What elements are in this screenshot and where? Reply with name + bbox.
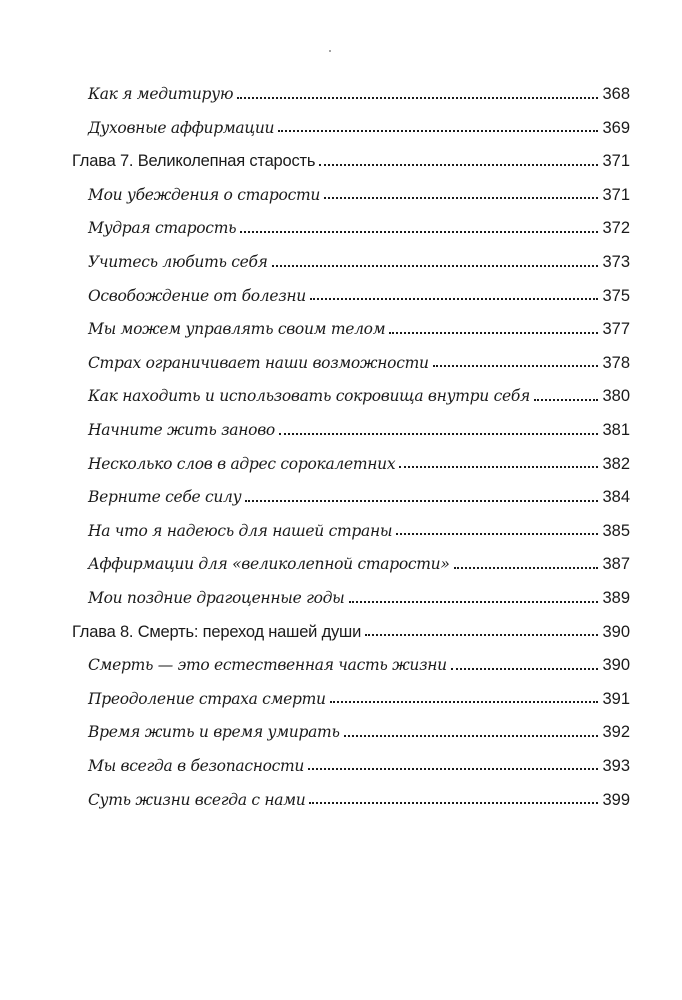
toc-entry-title: Глава 8. Смерть: переход нашей души bbox=[72, 622, 362, 641]
toc-entry-title: Как находить и использовать сокровища внутри себя bbox=[88, 387, 530, 406]
toc-page-number: 368 bbox=[602, 85, 630, 104]
dot-leader bbox=[534, 399, 599, 401]
toc-entry-title: Духовные аффирмации bbox=[88, 118, 275, 137]
toc-entry-title: Аффирмации для «великолепной старости» bbox=[88, 555, 450, 574]
toc-entry-title: Мы можем управлять своим телом bbox=[88, 320, 386, 339]
dot-leader bbox=[330, 701, 599, 703]
dot-leader bbox=[365, 634, 598, 636]
dot-leader bbox=[279, 433, 599, 435]
toc-entry-title: Верните себе силу bbox=[88, 488, 242, 507]
toc-page-number: 369 bbox=[602, 118, 630, 137]
toc-section-entry bbox=[0, 642, 682, 676]
toc-section-entry bbox=[0, 541, 682, 575]
dot-leader bbox=[349, 601, 599, 603]
toc-entry-title: Страх ограничивает наши возможности bbox=[88, 353, 429, 372]
toc-section-entry bbox=[0, 205, 682, 239]
toc-entry-title: Время жить и время умирать bbox=[88, 723, 340, 742]
toc-section-entry bbox=[0, 575, 682, 609]
toc-section-entry bbox=[0, 239, 682, 273]
dot-leader bbox=[308, 768, 598, 770]
dot-leader bbox=[324, 197, 598, 199]
toc-entry-title: Начните жить заново bbox=[88, 421, 275, 440]
dot-leader bbox=[310, 298, 598, 300]
toc-chapter-entry bbox=[0, 138, 682, 172]
toc-page-number: 385 bbox=[602, 521, 630, 540]
dot-leader bbox=[433, 365, 599, 367]
toc-entry-title: Освобождение от болезни bbox=[88, 286, 306, 305]
toc-page-number: 381 bbox=[602, 421, 630, 440]
dot-leader bbox=[389, 332, 598, 334]
toc-entry-title: Как я медитирую bbox=[88, 85, 234, 104]
toc-section-entry bbox=[0, 71, 682, 105]
toc-section-entry bbox=[0, 441, 682, 475]
toc-page-number: 384 bbox=[602, 488, 630, 507]
toc-entry-title: Несколько слов в адрес сорокалетних bbox=[88, 454, 396, 473]
toc-section-entry bbox=[0, 709, 682, 743]
dot-leader bbox=[319, 164, 598, 166]
dot-leader bbox=[396, 533, 598, 535]
toc-entry-title: Учитесь любить себя bbox=[88, 253, 268, 272]
toc-page-number: 380 bbox=[602, 387, 630, 406]
dot-leader bbox=[245, 500, 598, 502]
toc-section-entry bbox=[0, 273, 682, 307]
toc-page-number: 390 bbox=[602, 656, 630, 675]
toc-section-entry bbox=[0, 306, 682, 340]
toc-page-number: 389 bbox=[602, 589, 630, 607]
toc-page-number: 391 bbox=[602, 689, 630, 708]
toc-page-number: 382 bbox=[602, 454, 630, 473]
toc-entry-title: Мои поздние драгоценные годы bbox=[88, 589, 345, 607]
toc-entry-title: Суть жизни всегда с нами bbox=[88, 790, 306, 809]
dot-leader bbox=[237, 97, 598, 99]
toc-page-number: 392 bbox=[602, 723, 630, 742]
toc-page-number: 387 bbox=[602, 555, 630, 574]
toc-section-entry bbox=[0, 508, 682, 542]
dot-leader bbox=[272, 265, 599, 267]
toc-page-number: 371 bbox=[602, 152, 630, 171]
toc-page-number: 390 bbox=[602, 622, 630, 641]
page-mark bbox=[329, 50, 331, 52]
toc-page-number: 393 bbox=[602, 756, 630, 775]
toc-page-number: 372 bbox=[602, 219, 630, 238]
toc-entry-title: Смерть — это естественная часть жизни bbox=[88, 656, 447, 675]
dot-leader bbox=[278, 130, 598, 132]
dot-leader bbox=[344, 735, 599, 737]
dot-leader bbox=[309, 802, 598, 804]
toc-page-number: 373 bbox=[602, 253, 630, 272]
toc-section-entry bbox=[0, 373, 682, 407]
toc-page-number: 377 bbox=[602, 320, 630, 339]
toc-chapter-entry bbox=[0, 609, 682, 643]
toc-entry-title: На что я надеюсь для нашей страны bbox=[88, 521, 393, 540]
table-of-contents bbox=[0, 71, 682, 810]
dot-leader bbox=[451, 668, 599, 670]
toc-entry-title: Мудрая старость bbox=[88, 219, 237, 238]
toc-section-entry bbox=[0, 407, 682, 441]
toc-page-number: 378 bbox=[602, 353, 630, 372]
toc-section-entry bbox=[0, 743, 682, 777]
toc-entry-title: Преодоление страха смерти bbox=[88, 689, 326, 708]
dot-leader bbox=[399, 466, 598, 468]
toc-entry-title: Глава 7. Великолепная старость bbox=[72, 152, 316, 171]
dot-leader bbox=[454, 567, 599, 569]
toc-section-entry bbox=[0, 474, 682, 508]
toc-page-number: 399 bbox=[602, 790, 630, 809]
toc-entry-title: Мы всегда в безопасности bbox=[88, 756, 305, 775]
dot-leader bbox=[240, 231, 598, 233]
toc-page-number: 371 bbox=[602, 185, 630, 204]
toc-section-entry bbox=[0, 776, 682, 810]
toc-section-entry bbox=[0, 172, 682, 206]
toc-section-entry bbox=[0, 105, 682, 139]
toc-entry-title: Мои убеждения о старости bbox=[88, 185, 321, 204]
toc-section-entry bbox=[0, 676, 682, 710]
toc-page-number: 375 bbox=[602, 286, 630, 305]
toc-section-entry bbox=[0, 340, 682, 374]
